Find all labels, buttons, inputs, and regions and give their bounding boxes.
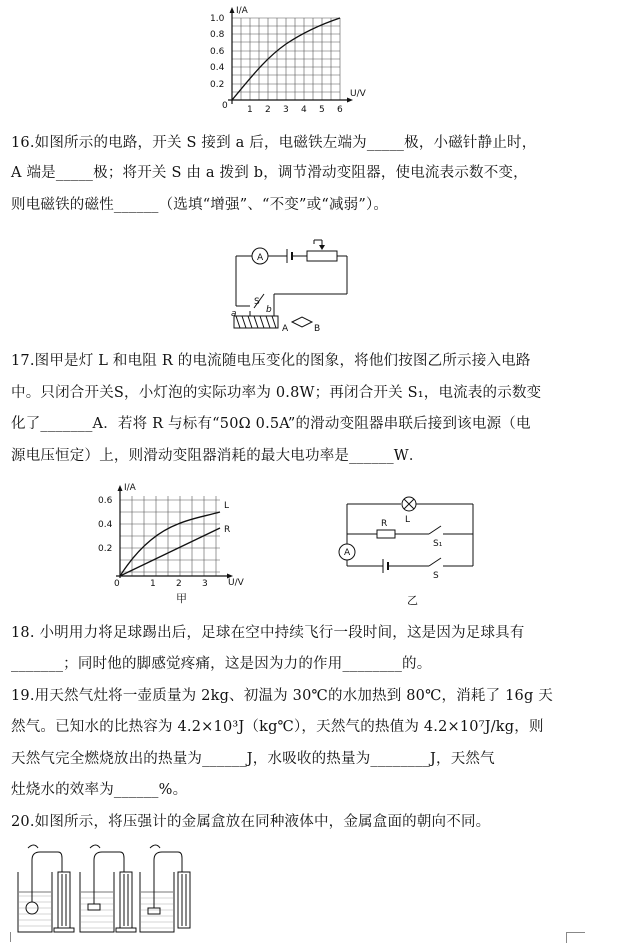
y-tick: 0.2 — [210, 80, 225, 90]
q17-line3: 化了_______A．若将 R 与标有“50Ω 0.5A”的滑动变阻器串联后接到该电源（电 — [11, 416, 531, 432]
y-tick: 0 — [222, 101, 228, 111]
y-tick: 0.6 — [98, 496, 113, 506]
x-tick: 5 — [319, 105, 325, 115]
graph-jia — [92, 478, 262, 608]
x-tick: 6 — [337, 105, 343, 115]
x-tick: 4 — [301, 105, 307, 115]
y-axis-label: I/A — [124, 483, 136, 493]
series-label-l: L — [224, 501, 230, 511]
y-tick: 0.6 — [210, 47, 225, 57]
q20-line1: 20.如图所示，将压强计的金属盒放在同种液体中，金属盒面的朝向不同。 — [11, 814, 491, 830]
y-tick: 0.2 — [98, 544, 113, 554]
switch-s1-label: S₁ — [433, 539, 443, 549]
q19-line1: 19.用天然气灶将一壶质量为 2kg、初温为 30℃的水加热到 80℃，消耗了 16g 天 — [11, 688, 553, 704]
caption-jia: 甲 — [176, 592, 187, 605]
q18-line1: 18. 小明用力将足球踢出后，足球在空中持续飞行一段时间，这是因为足球具有 — [11, 625, 525, 641]
crop-mark-left — [0, 932, 11, 942]
x-tick: 3 — [283, 105, 289, 115]
pressure-gauge-figure — [14, 842, 194, 938]
x-tick: 3 — [202, 579, 208, 589]
q16-line1: 16.如图所示的电路，开关 S 接到 a 后，电磁铁左端为_____极，小磁针静止时， — [11, 135, 537, 151]
y-tick: 0 — [114, 579, 120, 589]
q19-line4: 灶烧水的效率为______%。 — [11, 782, 188, 798]
switch-s-label: S — [433, 571, 439, 581]
q17-line2: 中。只闭合开关S，小灯泡的实际功率为 0.8W；再闭合开关 S₁，电流表的示数变 — [11, 385, 542, 401]
x-axis-label: U/V — [228, 578, 244, 588]
y-tick: 1.0 — [210, 14, 225, 24]
q19-line2: 然气。已知水的比热容为 4.2×10³J（kg℃），天然气的热值为 4.2×10⁷J/kg，则 — [11, 719, 544, 735]
q17-line1: 17.图甲是灯 L 和电阻 R 的电流随电压变化的图象，将他们按图乙所示接入电路 — [11, 353, 531, 369]
q18-line2: _______；同时他的脚感觉疼痛，这是因为力的作用________的。 — [11, 656, 432, 672]
y-tick: 0.4 — [98, 520, 113, 530]
ammeter-label: A — [257, 253, 264, 263]
needle-a-label: A — [282, 324, 289, 334]
ammeter-label: A — [344, 548, 351, 558]
x-tick: 2 — [176, 579, 182, 589]
iu-graph-top — [200, 4, 380, 116]
contact-a-label: a — [231, 309, 237, 319]
needle-b-label: B — [314, 324, 321, 334]
lamp-label: L — [405, 515, 411, 525]
series-label-r: R — [224, 525, 231, 535]
circuit-yi — [335, 486, 495, 608]
q19-line3: 天然气完全燃烧放出的热量为______J，水吸收的热量为________J，天然气 — [11, 751, 495, 767]
q16-line2: A 端是_____极；将开关 S 由 a 拨到 b，调节滑动变阻器，使电流表示数不变， — [11, 165, 528, 181]
q17-line4: 源电压恒定）上，则滑动变阻器消耗的最大电功率是______W． — [11, 448, 424, 464]
x-axis-label: U/V — [350, 89, 366, 99]
resistor-label: R — [381, 519, 388, 529]
caption-yi: 乙 — [407, 594, 418, 607]
x-tick: 1 — [247, 105, 253, 115]
y-axis-label: I/A — [236, 6, 248, 16]
y-tick: 0.8 — [210, 30, 225, 40]
y-tick: 0.4 — [210, 63, 225, 73]
contact-b-label: b — [266, 305, 272, 315]
switch-s-label: S — [254, 297, 260, 307]
electromagnet-circuit — [222, 236, 362, 338]
q16-line3: 则电磁铁的磁性______（选填“增强”、“不变”或“减弱”）。 — [11, 197, 389, 213]
crop-mark-right — [566, 932, 585, 943]
x-tick: 2 — [265, 105, 271, 115]
x-tick: 1 — [150, 579, 156, 589]
